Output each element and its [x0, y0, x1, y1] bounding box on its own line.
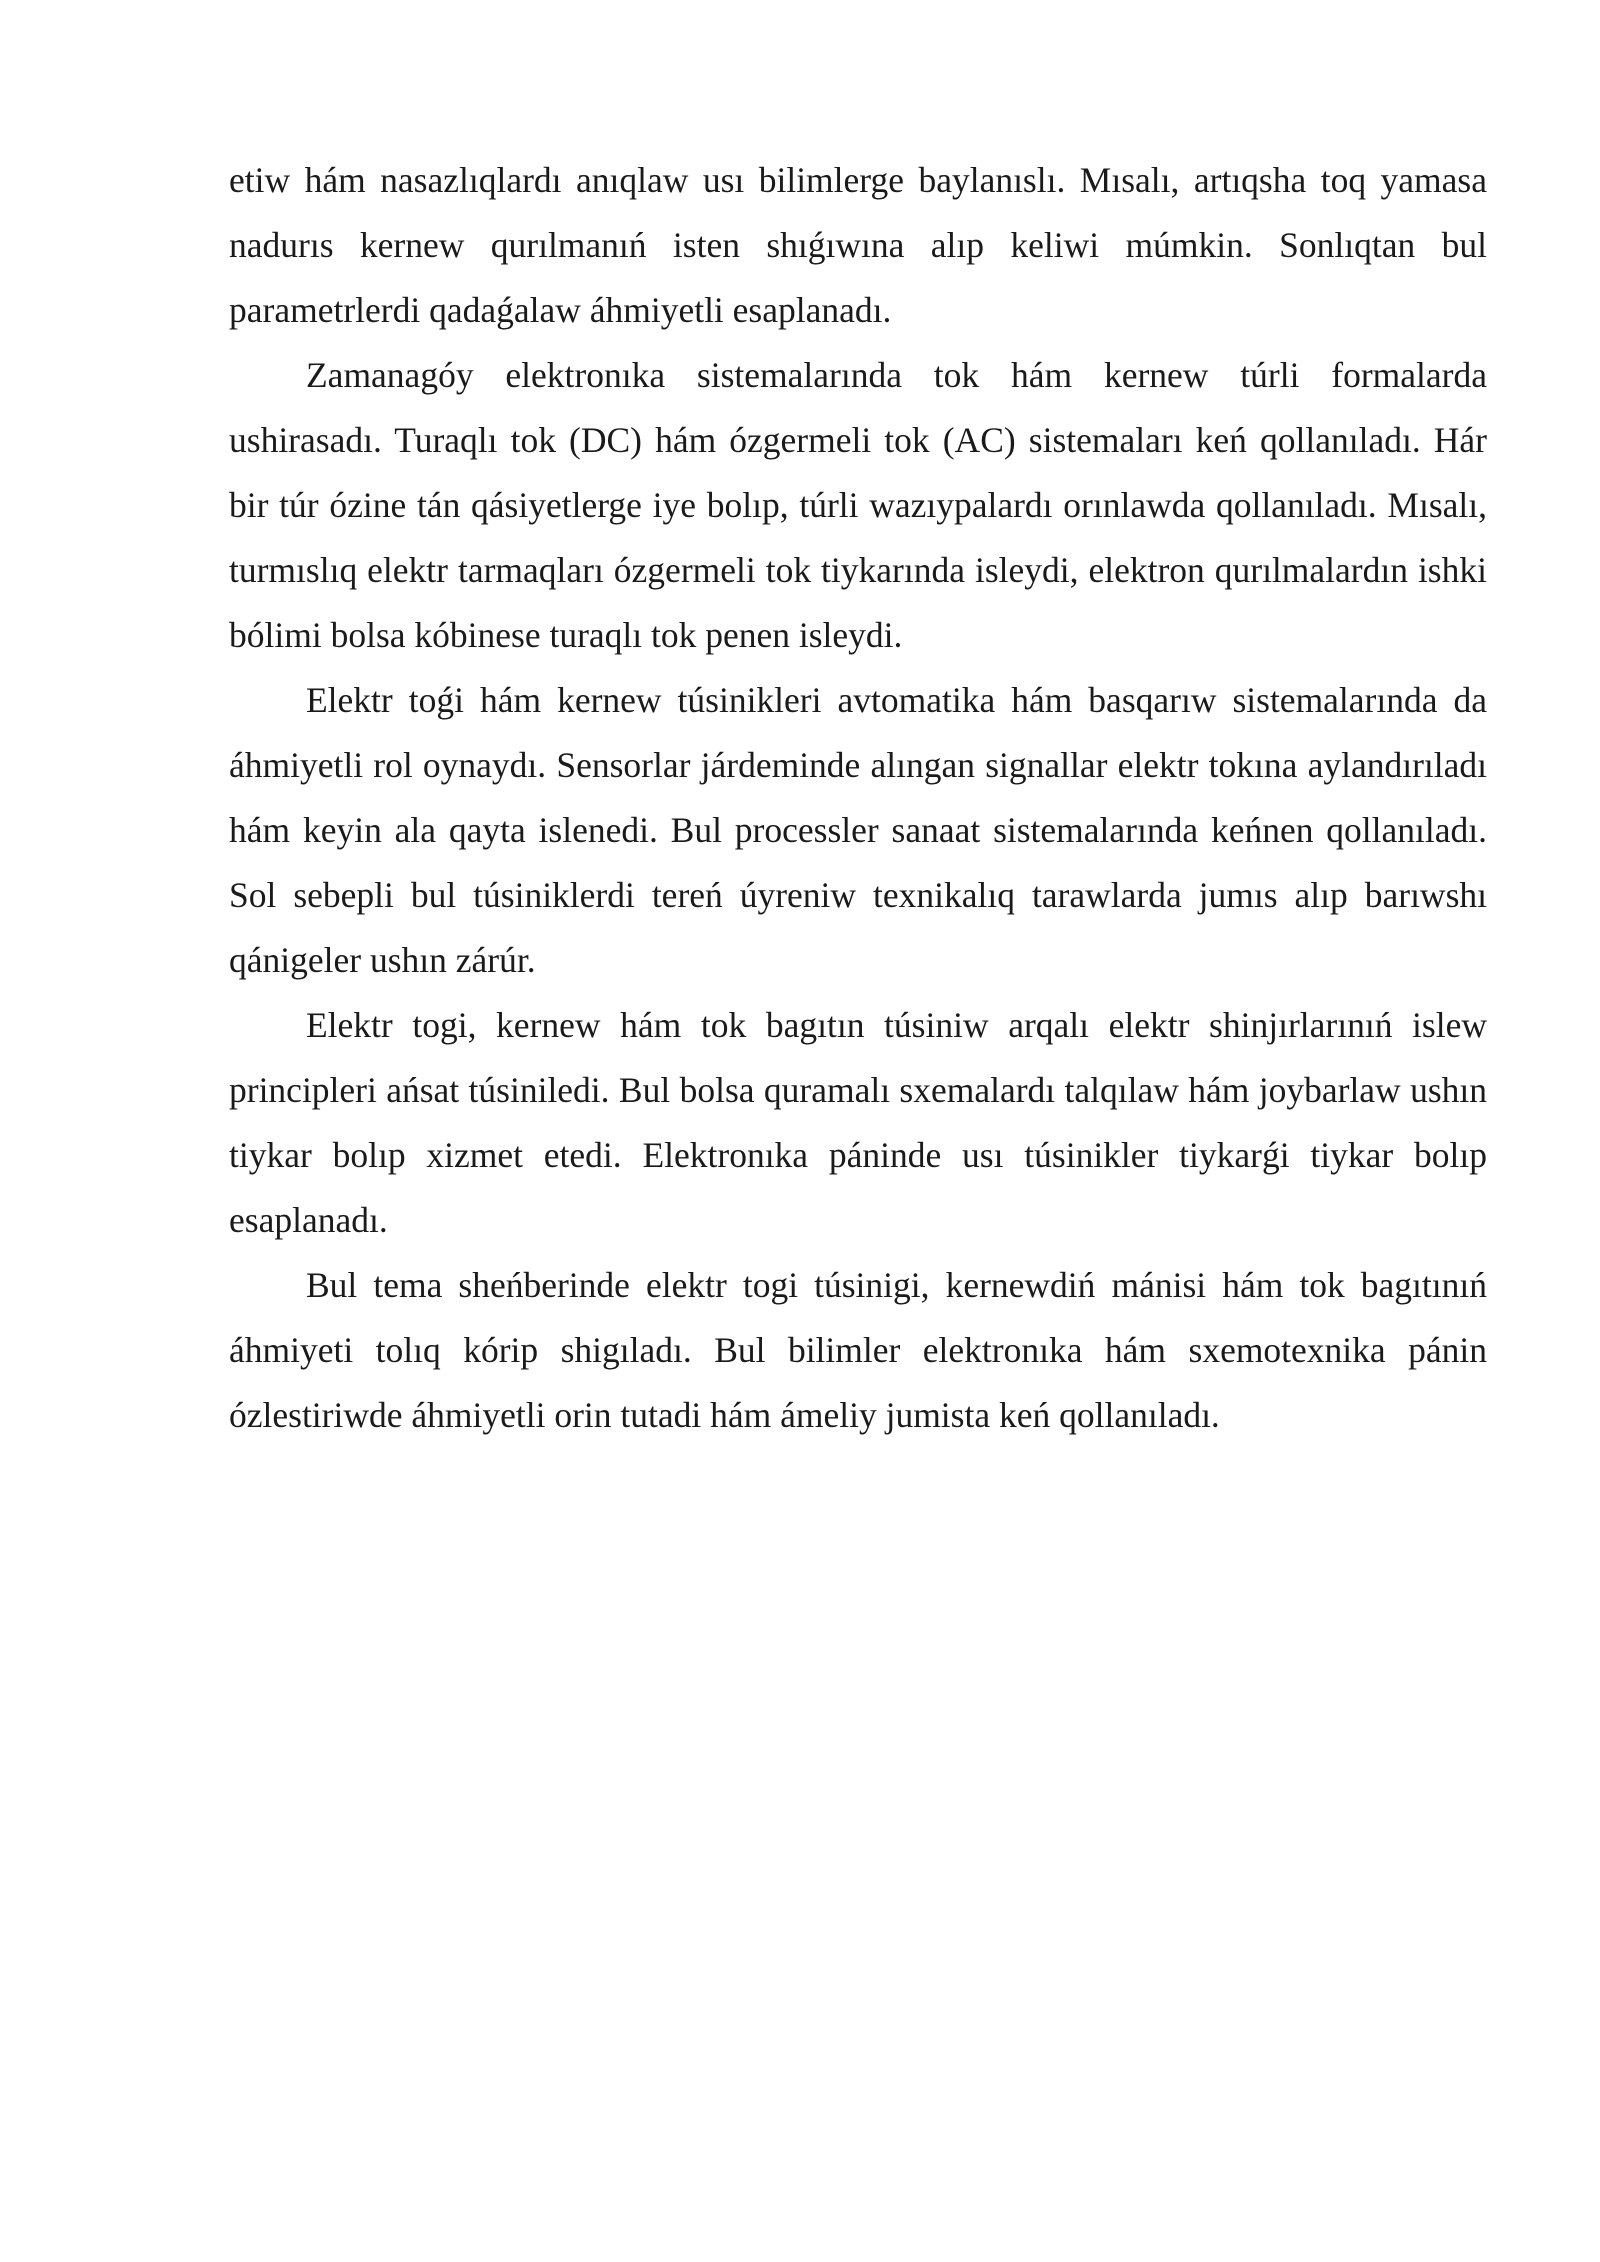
paragraph-4: Elektr togi, kernew hám tok bagıtın túsiniw arqalı elektr shinjırlarınıń islew principleri ańsat túsiniledi. Bul bolsa quramalı sxemalardı talqılaw hám joybarlaw ushın tiykar bolıp xizmet etedi. Elektronıka páninde usı túsinikler tiykarǵi tiykar bolıp esaplanadı. [229, 1005, 1487, 1240]
paragraph-2: Zamanagóy elektronıka sistemalarında tok hám kernew túrli formalarda ushirasadı. Turaqlı tok (DC) hám ózgermeli tok (AC) sistemaları keń qollanıladı. Hár bir túr ózine tán qásiyetlerge iye bolıp, túrli wazıypalardı orınlawda qollanıladı. Mısalı, turmıslıq elektr tarmaqları ózgermeli tok tiykarında isleydi, elektron qurılmalardın ishki bólimi bolsa kóbinese turaqlı tok penen isleydi. [229, 355, 1487, 655]
paragraph-1: etiw hám nasazlıqlardı anıqlaw usı bilimlerge baylanıslı. Mısalı, artıqsha toq yamasa nadurıs kernew qurılmanıń isten shıǵıwına alıp keliwi múmkin. Sonlıqtan bul parametrlerdi qadaǵalaw áhmiyetli esaplanadı. [229, 160, 1487, 330]
paragraph-3: Elektr toǵi hám kernew túsinikleri avtomatika hám basqarıw sistemalarında da áhmiyetli rol oynaydı. Sensorlar járdeminde alıngan signallar elektr tokına aylandırıladı hám keyin ala qayta islenedi. Bul processler sanaat sistemalarında keńnen qollanıladı. Sol sebepli bul túsiniklerdi tereń úyreniw texnikalıq tarawlarda jumıs alıp barıwshı qánigeler ushın zárúr. [229, 680, 1487, 980]
paragraph-5: Bul tema sheńberinde elektr togi túsinigi, kernewdiń mánisi hám tok bagıtınıń áhmiyeti tolıq kórip shigıladı. Bul bilimler elektronıka hám sxemotexnika pánin ózlestiriwde áhmiyetli orin tutadi hám ámeliy jumista keń qollanıladı. [229, 1265, 1487, 1435]
document-body [229, 148, 1487, 1448]
